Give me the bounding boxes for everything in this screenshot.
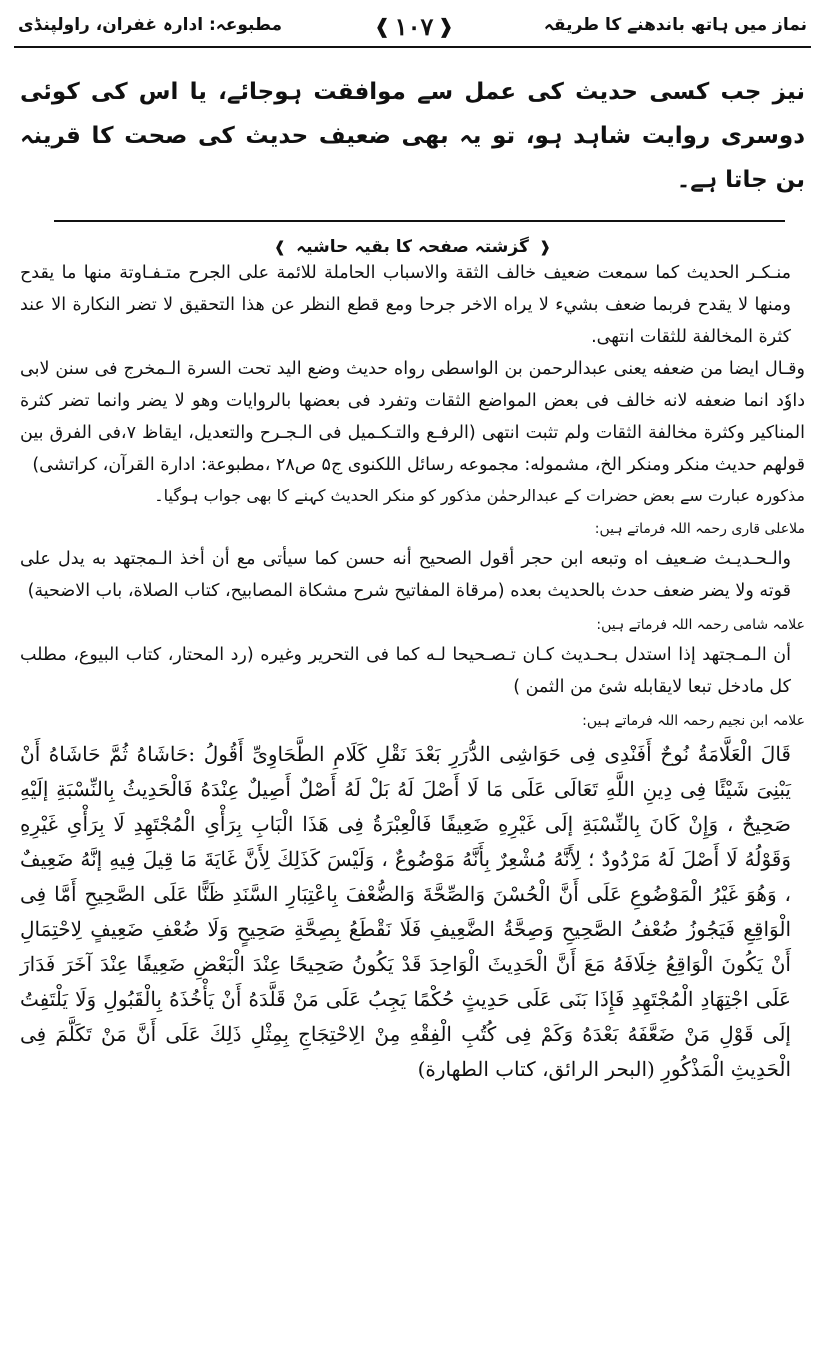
ornament-right-icon: ❱ bbox=[373, 14, 391, 38]
shami-quote bbox=[14, 611, 811, 703]
section-separator bbox=[54, 220, 785, 222]
page-header bbox=[14, 0, 811, 56]
book-title: نماز میں ہاتھ باندھنے کا طریقہ bbox=[543, 15, 807, 35]
footnote-paragraph-2: وقـال ايضا من ضعفه يعنى عبدالرحمن بن الواسطى رواه حديث وضع اليد تحت السرة الـمخرج فى سنن لابى داوٗد انما ضعفه لانه خالف فى بعض المواضع الثقات وتفرد فى بعضها بالروايات وهو لا يضر وانما تضر كثرة المناكير وكثرة مخالفة الثقات ولم تثبت انتهى (الرفـع والتـكـميل فى الـجـرح والتعديل، ايقاظ ۷،فى الفرق بين قولهم حديث منكر ومنكر الخ، مشموله: مجموعه رسائل اللكنوى ج۵ ص۲۸ ،مطبوعة: ادارة القرآن، كراتشى) bbox=[20, 359, 805, 475]
intro-paragraph: نیز جب کسی حدیث کی عمل سے موافقت ہوجائے، یا اس کی کوئی دوسری روایت شاہد ہو، تو یہ بھی ضعیف حدیث کی صحت کا قرینہ بن جاتا ہے۔ bbox=[20, 79, 805, 193]
header-rule bbox=[14, 46, 811, 48]
nujaim-label: علامہ ابن نجیم رحمہ اللہ فرماتے ہیں: bbox=[582, 713, 805, 729]
footnote-paragraph-1: منـكـر الحديث كما سمعت ضعيف خالف الثقة والاسباب الحاملة للائمة على الجرح متـفـاوتة منها ما يقدح ومنها لا يقدح فربما ضعف بشيء لا يراه الاخر جرحا ومع قطع النظر عن هذا التحقيق لا تضر النكارة الا عند كثرة المخالفة للثقات انتهى. bbox=[20, 263, 791, 347]
ornament-left-icon: ❰ bbox=[437, 14, 455, 38]
heading-ornament-end-icon: ❱ bbox=[273, 238, 287, 256]
nujaim-quote bbox=[14, 707, 811, 1087]
publisher: مطبوعہ: ادارہ غفران، راولپنڈی bbox=[18, 15, 282, 35]
nujaim-text: قَالَ الْعَلَّامَةُ نُوحٌ أَفَنْدِى فِى حَوَاشِى الدُّرَرِ بَعْدَ نَقْلِ كَلَامِ الطَّحَاوِىِّ أَقُولُ :حَاشَاهُ ثُمَّ حَاشَاهُ أَنْ يَبْنِىَ شَيْئًا فِى دِينِ اللَّهِ تَعَالَى عَلَى مَا لَا أَصْلَ لَهُ بَلْ لَهُ أَصْلٌ أَصِيلٌ عِنْدَهُ فَالْحَدِيثُ بِالنِّسْبَةِ إلَيْهِ صَحِيحٌ ، وَإِنْ كَانَ بِالنِّسْبَةِ إلَى غَيْرِهِ ضَعِيفًا فَالْعِبْرَةُ فِى هَذَا الْبَابِ بِرَأْىِ الْمُجْتَهِدِ لَا بِرَأْىِ غَيْرِهِ وَقَوْلُهُ لَا أَصْلَ لَهُ مَرْدُودٌ ؛ لِأَنَّهُ مُشْعِرٌ بِأَنَّهُ مَوْضُوعٌ ، وَلَيْسَ كَذَلِكَ لِأَنَّ غَايَةَ مَا قِيلَ فِيهِ إنَّهُ ضَعِيفٌ ، وَهُوَ غَيْرُ الْمَوْضُوعِ عَلَى أَنَّ الْحُسْنَ وَالصِّحَّةَ وَالضُّعْفَ بِاعْتِبَارِ السَّنَدِ ظَنًّا عَلَى الصَّحِيحِ أَمَّا فِى الْوَاقِعِ فَيَجُوزُ ضُعْفُ الصَّحِيحِ وَصِحَّةُ الضَّعِيفِ فَلَا نَقْطَعُ بِصِحَّةِ صَحِيحٍ وَلَا ضُعْفِ ضَعِيفٍ لِاحْتِمَالِ أَنْ يَكُونَ الْوَاقِعُ خِلَافَهُ مَعَ أَنَّ الْحَدِيثَ الْوَاحِدَ قَدْ يَكُونُ صَحِيحًا عِنْدَ الْبَعْضِ ضَعِيفًا عِنْدَ آخَرَ فَدَارَ عَلَى اجْتِهَادِ الْمُجْتَهِدِ فَإِذَا بَنَى عَلَى حَدِيثٍ حُكْمًا يَجِبُ عَلَى مَنْ قَلَّدَهُ أَنْ يَأْخُذَهُ بِالْقَبُولِ وَلَا يَلْتَفِتُ إلَى قَوْلِ مَنْ ضَعَّفَهُ بَعْدَهُ وَكَمْ فِى كُتُبِ الْفِقْهِ مِنْ الِاحْتِجَاجِ بِمِثْلِ ذَلِكَ عَلَى أَنَّ مَنْ تَكَلَّمَ فِى الْحَدِيثِ الْمَذْكُورِ (البحر الرائق، كتاب الطهارة) bbox=[20, 742, 792, 1081]
qari-text: والـحـديـث ضـعيف اه وتبعه ابن حجر أقول الصحيح أنه حسن كما سيأتى مع أن أخذ الـمجتهد به يدل على قوته ولا يضر ضعف حدث بالحديث بعده (مرقاة المفاتيح شرح مشكاة المصابيح، كتاب الصلاة، باب الاضحية) bbox=[20, 549, 791, 601]
note-line: مذکورہ عبارت سے بعض حضرات کے عبدالرحمٰن مذکور کو منکر الحدیث کہنے کا بھی جواب ہوگیا۔ bbox=[154, 486, 805, 505]
page-number-box bbox=[354, 8, 474, 44]
footnote-heading-text: گزشتہ صفحہ کا بقیہ حاشیہ bbox=[296, 237, 529, 257]
page-number: ۱۰۷ bbox=[394, 11, 434, 41]
heading-ornament-start-icon: ❰ bbox=[538, 238, 552, 256]
shami-text: أن الـمـجتهد إذا استدل بـحـديث كـان تـصـحيحا لـه كما فى التحرير وغيره (رد المحتار، كتاب البيوع، مطلب كل مادخل تبعا لايقابله شئ من الثمن ) bbox=[20, 645, 791, 697]
footnote-heading bbox=[14, 236, 811, 257]
page-number-frame bbox=[370, 12, 458, 41]
qari-label: ملاعلی قاری رحمہ اللہ فرماتے ہیں: bbox=[594, 521, 805, 537]
qari-quote bbox=[14, 515, 811, 607]
shami-label: علامہ شامی رحمہ اللہ فرماتے ہیں: bbox=[596, 617, 805, 633]
